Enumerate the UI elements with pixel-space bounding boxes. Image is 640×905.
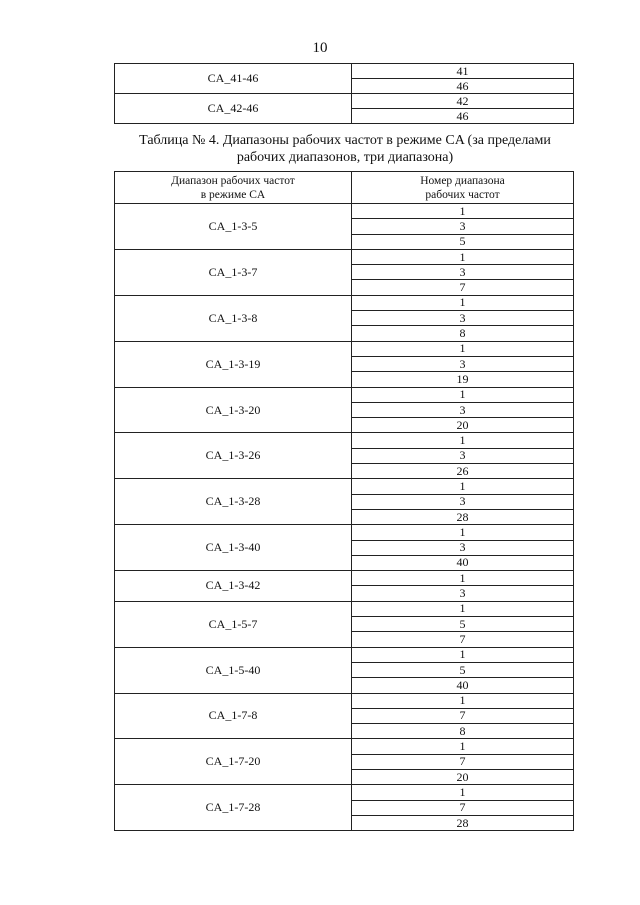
table-row bbox=[115, 433, 574, 448]
band-number-cell: 46 bbox=[352, 109, 574, 124]
range-cell: CA_1-5-7 bbox=[115, 601, 352, 647]
band-number-cell: 7 bbox=[352, 632, 574, 647]
band-number-cell: 1 bbox=[352, 204, 574, 219]
range-cell: CA_1-3-5 bbox=[115, 204, 352, 250]
band-number-cell: 28 bbox=[352, 815, 574, 830]
band-number-cell: 28 bbox=[352, 509, 574, 524]
band-number-cell: 1 bbox=[352, 341, 574, 356]
band-number-cell: 3 bbox=[352, 586, 574, 601]
header-range-line-1: Диапазон рабочих частот bbox=[171, 174, 295, 187]
range-cell: CA_1-3-20 bbox=[115, 387, 352, 433]
band-number-cell: 3 bbox=[352, 311, 574, 326]
header-range bbox=[115, 172, 352, 204]
header-band-line-1: Номер диапазона bbox=[420, 174, 505, 187]
table-row bbox=[115, 341, 574, 356]
band-number-cell: 5 bbox=[352, 662, 574, 677]
band-number-cell: 8 bbox=[352, 724, 574, 739]
page-number: 10 bbox=[312, 40, 328, 56]
band-number-cell: 3 bbox=[352, 356, 574, 371]
range-cell: CA_1-3-26 bbox=[115, 433, 352, 479]
band-number-cell: 1 bbox=[352, 387, 574, 402]
band-number-cell: 3 bbox=[352, 402, 574, 417]
range-cell: CA_1-7-8 bbox=[115, 693, 352, 739]
continuation-table bbox=[114, 63, 574, 124]
band-number-cell: 1 bbox=[352, 785, 574, 800]
table-title-line-2: рабочих диапазонов, три диапазона) bbox=[236, 150, 454, 165]
range-cell: CA_1-3-8 bbox=[115, 295, 352, 341]
table-row bbox=[115, 739, 574, 754]
table-row bbox=[115, 601, 574, 616]
band-number-cell: 1 bbox=[352, 647, 574, 662]
band-number-cell: 1 bbox=[352, 249, 574, 264]
table-row bbox=[115, 295, 574, 310]
table-row bbox=[115, 785, 574, 800]
table-title-line-1: Таблица № 4. Диапазоны рабочих частот в режиме CA (за пределами bbox=[139, 133, 551, 148]
frequency-bands-table bbox=[114, 171, 574, 831]
table-row bbox=[115, 647, 574, 662]
band-number-cell: 1 bbox=[352, 525, 574, 540]
range-cell: CA_1-3-42 bbox=[115, 571, 352, 602]
band-number-cell: 1 bbox=[352, 601, 574, 616]
continuation-table-body bbox=[115, 64, 574, 124]
band-number-cell: 8 bbox=[352, 326, 574, 341]
band-number-cell: 1 bbox=[352, 693, 574, 708]
band-number-cell: 3 bbox=[352, 265, 574, 280]
table-row bbox=[115, 249, 574, 264]
range-cell: CA_1-3-7 bbox=[115, 249, 352, 295]
band-number-cell: 5 bbox=[352, 234, 574, 249]
band-number-cell: 42 bbox=[352, 94, 574, 109]
band-number-cell: 1 bbox=[352, 295, 574, 310]
band-number-cell: 7 bbox=[352, 708, 574, 723]
range-cell: CA_1-3-40 bbox=[115, 525, 352, 571]
table-header-row bbox=[115, 172, 574, 204]
band-number-cell: 40 bbox=[352, 555, 574, 570]
band-number-cell: 3 bbox=[352, 448, 574, 463]
band-number-cell: 1 bbox=[352, 479, 574, 494]
band-number-cell: 3 bbox=[352, 219, 574, 234]
table-row bbox=[115, 94, 574, 109]
header-range-line-2: в режиме CA bbox=[200, 188, 266, 201]
band-number-cell: 41 bbox=[352, 64, 574, 79]
range-cell: CA_1-7-20 bbox=[115, 739, 352, 785]
band-number-cell: 5 bbox=[352, 617, 574, 632]
range-cell: CA_1-3-28 bbox=[115, 479, 352, 525]
band-number-cell: 26 bbox=[352, 464, 574, 479]
band-number-cell: 19 bbox=[352, 372, 574, 387]
band-number-cell: 1 bbox=[352, 571, 574, 586]
band-number-cell: 46 bbox=[352, 79, 574, 94]
band-number-cell: 3 bbox=[352, 540, 574, 555]
table-row bbox=[115, 387, 574, 402]
band-number-cell: 1 bbox=[352, 433, 574, 448]
band-number-cell: 3 bbox=[352, 494, 574, 509]
band-number-cell: 7 bbox=[352, 280, 574, 295]
band-number-cell: 20 bbox=[352, 769, 574, 784]
table-row bbox=[115, 571, 574, 586]
band-number-cell: 7 bbox=[352, 800, 574, 815]
band-number-cell: 1 bbox=[352, 739, 574, 754]
header-band-number bbox=[352, 172, 574, 204]
table-title bbox=[110, 132, 580, 166]
frequency-bands-table-body bbox=[115, 204, 574, 831]
range-cell: CA_1-5-40 bbox=[115, 647, 352, 693]
header-band-line-2: рабочих частот bbox=[425, 188, 500, 201]
table-row bbox=[115, 64, 574, 79]
table-row bbox=[115, 479, 574, 494]
table-row bbox=[115, 204, 574, 219]
band-number-cell: 20 bbox=[352, 418, 574, 433]
table-row bbox=[115, 693, 574, 708]
table-row bbox=[115, 525, 574, 540]
range-cell: CA_42-46 bbox=[115, 94, 352, 124]
range-cell: CA_1-3-19 bbox=[115, 341, 352, 387]
range-cell: CA_41-46 bbox=[115, 64, 352, 94]
band-number-cell: 7 bbox=[352, 754, 574, 769]
band-number-cell: 40 bbox=[352, 678, 574, 693]
range-cell: CA_1-7-28 bbox=[115, 785, 352, 831]
